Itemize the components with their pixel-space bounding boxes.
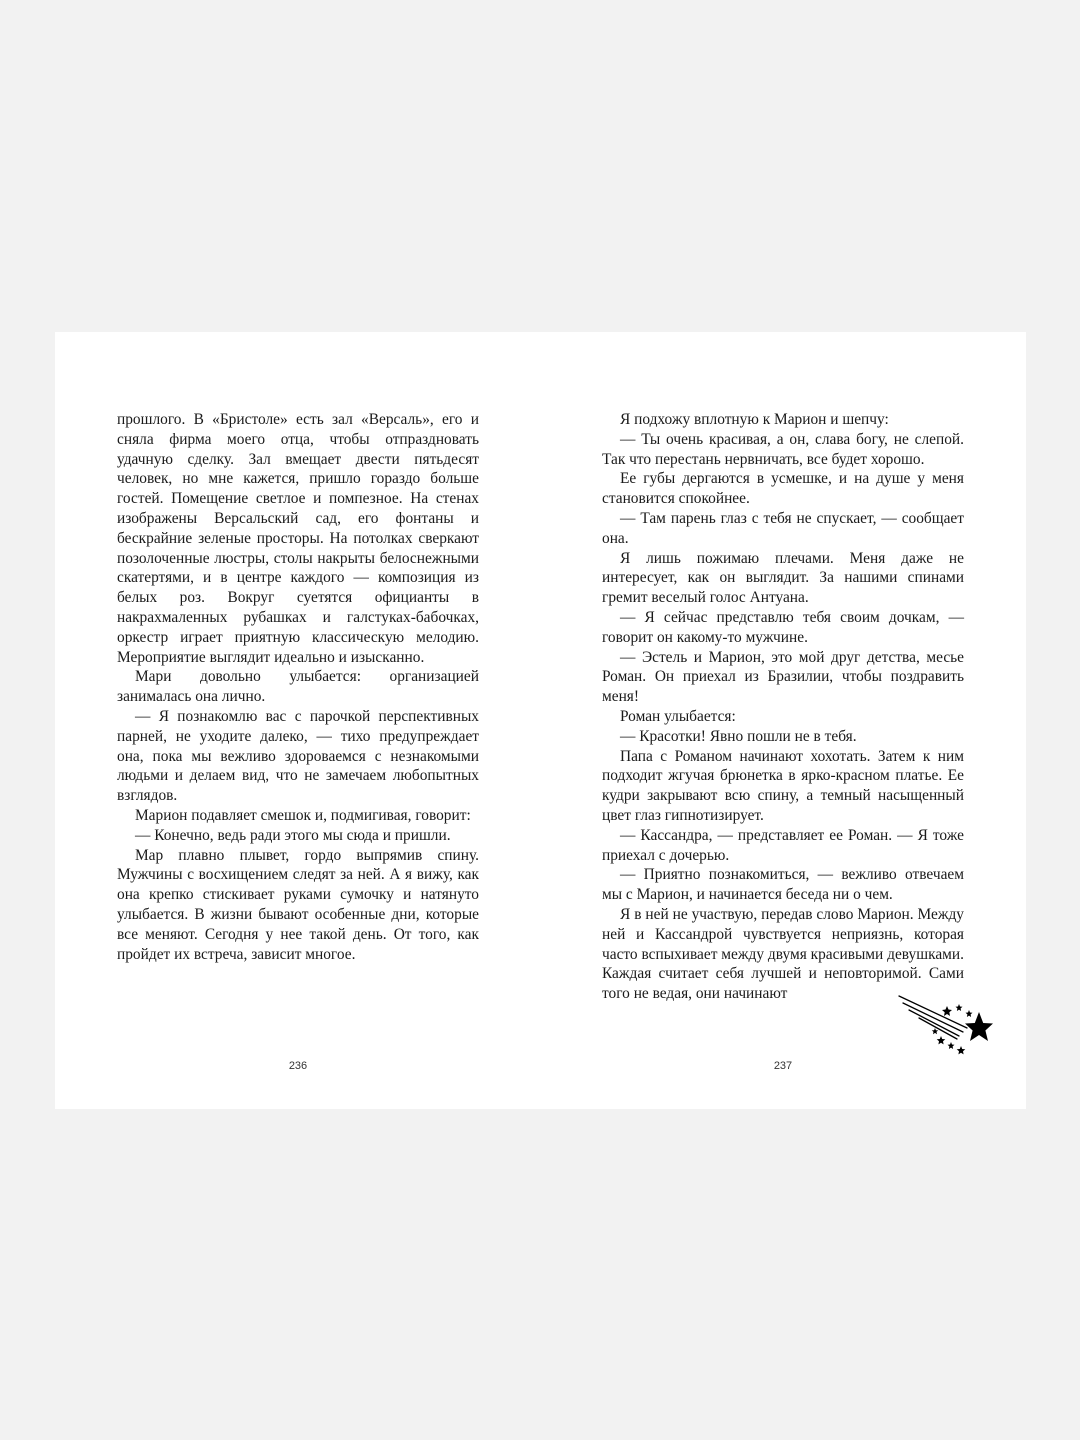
- paragraph: Папа с Романом начинают хохотать. Затем к ним подходит жгучая брюнетка в ярко-красном платье. Ее кудри закрывают всю спину, а темный насыщенный цвет глаз гипнотизирует.: [602, 747, 964, 824]
- paragraph: — Эстель и Марион, это мой друг детства, месье Роман. Он приехал из Бразилии, чтобы поздравить меня!: [602, 648, 964, 706]
- paragraph: Я в ней не участвую, передав слово Марион. Между ней и Кассандрой чувствуется неприязнь, которая часто вспыхивает между двумя красивыми девушками. Каждая считает себя лучшей и неповторимой. Сами того не ведая, они начинают: [602, 905, 964, 1003]
- paragraph: прошлого. В «Бристоле» есть зал «Версаль», его и сняла фирма моего отца, чтобы отпраздновать удачную сделку. Зал вмещает двести пятьдесят человек, но мне кажется, пришло гораздо больше гостей. Помещение светлое и помпезное. На стенах изображены Версальский сад, его фонтаны и бескрайние зеленые просторы. На потолках сверкают позолоченные люстры, столы накрыты белоснежными скатертями, и в центре каждого — композиция из белых роз. Вокруг суетятся официанты в накрахмаленных рубашках и галстуках-бабочках, оркестр играет приятную классическую мелодию. Мероприятие выглядит идеально и изысканно.: [117, 411, 479, 666]
- page-number-left: 236: [288, 1060, 308, 1072]
- paragraph: Мари довольно улыбается: организацией занималась она лично.: [117, 668, 479, 706]
- paragraph: — Я сейчас представлю тебя своим дочкам, — говорит он какому-то мужчине.: [602, 608, 964, 646]
- right-page: [602, 410, 964, 1004]
- paragraph: — Конечно, ведь ради этого мы сюда и пришли.: [135, 826, 451, 844]
- paragraph: — Ты очень красивая, а он, слава богу, не слепой. Так что перестань нервничать, все будет хорошо.: [602, 430, 964, 468]
- paragraph: Я подхожу вплотную к Марион и шепчу:: [620, 411, 889, 428]
- paragraph: — Там парень глаз с тебя не спускает, — сообщает она.: [602, 509, 964, 547]
- paragraph: Я лишь пожимаю плечами. Меня даже не интересует, как он выглядит. За нашими спинами гремит веселый голос Антуана.: [602, 549, 964, 607]
- page-number-right: 237: [773, 1060, 793, 1072]
- paragraph: Роман улыбается:: [620, 707, 736, 725]
- paragraph: — Красотки! Явно пошли не в тебя.: [620, 727, 857, 745]
- shooting-star-icon: [897, 992, 993, 1056]
- book-spread: [55, 332, 1026, 1109]
- paragraph: — Приятно познакомиться, — вежливо отвечаем мы с Марион, и начинается беседа ни о чем.: [602, 866, 964, 904]
- paragraph: Марион подавляет смешок и, подмигивая, говорит:: [135, 806, 471, 824]
- paragraph: — Кассандра, — представляет ее Роман. — Я тоже приехал с дочерью.: [602, 826, 964, 864]
- left-page: [117, 410, 479, 964]
- paragraph: Мар плавно плывет, гордо выпрямив спину. Мужчины с восхищением следят за ней. А я вижу, как она крепко стискивает руками сумочку и натянуто улыбается. В жизни бывают особенные дни, которые все меняют. Сегодня у нее такой день. От того, как пройдет их встреча, зависит многое.: [117, 846, 479, 963]
- paragraph: — Я познакомлю вас с парочкой перспективных парней, не уходите далеко, — тихо предупреждает она, пока мы вежливо здороваемся с незнакомыми людьми и делаем вид, что не замечаем любопытных взглядов.: [117, 707, 479, 805]
- paragraph: Ее губы дергаются в усмешке, и на душе у меня становится спокойнее.: [602, 470, 964, 508]
